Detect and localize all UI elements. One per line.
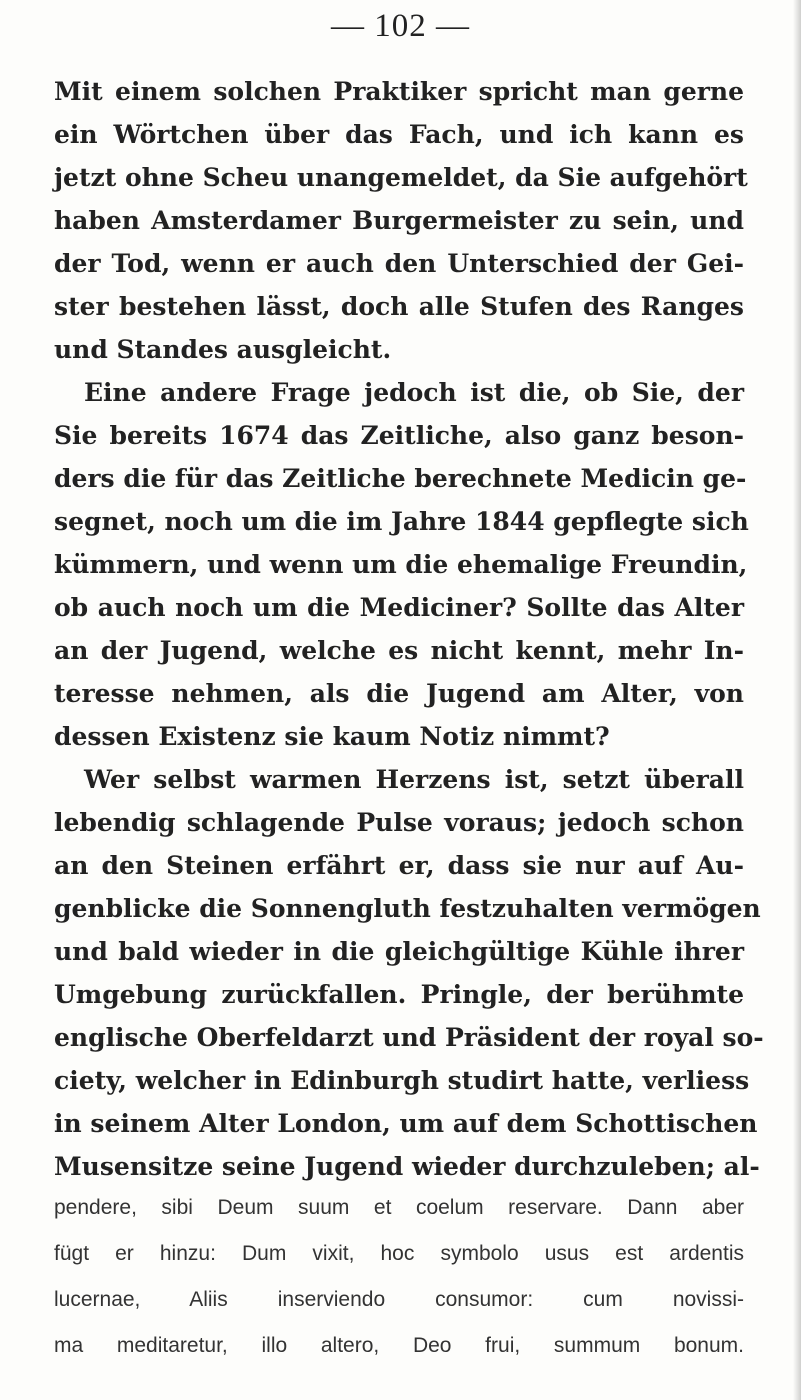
text-line: an der Jugend, welche es nicht kennt, mehr In-	[54, 636, 744, 665]
main-text	[54, 70, 764, 1188]
footnote-line: fügt er hinzu: Dum vixit, hoc symbolo usus est ardentis	[54, 1242, 744, 1265]
text-line: und Standes ausgleicht.	[54, 335, 392, 364]
text-line: lebendig schlagende Pulse voraus; jedoch schon	[54, 808, 744, 837]
page-number: — 102 —	[331, 8, 470, 44]
footnote	[54, 1185, 744, 1369]
text-line: Wer selbst warmen Herzens ist, setzt überall	[84, 765, 744, 794]
text-line: Musensitze seine Jugend wieder durchzuleben; al-	[54, 1152, 760, 1181]
text-line: ein Wörtchen über das Fach, und ich kann es	[54, 120, 744, 149]
text-line: Sie bereits 1674 das Zeitliche, also ganz beson-	[54, 421, 744, 450]
text-line: in seinem Alter London, um auf dem Schottischen	[54, 1109, 758, 1138]
text-line: haben Amsterdamer Burgermeister zu sein, und	[54, 206, 744, 235]
text-line: dessen Existenz sie kaum Notiz nimmt?	[54, 722, 610, 751]
text-line: jetzt ohne Scheu unangemeldet, da Sie aufgehört	[54, 163, 748, 192]
text-line: ster bestehen lässt, doch alle Stufen des Ranges	[54, 292, 744, 321]
text-line: teresse nehmen, als die Jugend am Alter, von	[54, 679, 744, 708]
page-edge-shadow	[793, 0, 801, 1400]
text-line: Umgebung zurückfallen. Pringle, der berühmte	[54, 980, 744, 1009]
text-line: an den Steinen erfährt er, dass sie nur auf Au-	[54, 851, 744, 880]
text-line: Eine andere Frage jedoch ist die, ob Sie, der	[84, 378, 744, 407]
text-line: genblicke die Sonnengluth festzuhalten vermögen	[54, 894, 761, 923]
footnote-line: pendere, sibi Deum suum et coelum reservare. Dann aber	[54, 1196, 744, 1219]
text-line: ob auch noch um die Mediciner? Sollte das Alter	[54, 593, 744, 622]
footnote-line: lucernae, Aliis inserviendo consumor: cum novissi-	[54, 1288, 744, 1311]
text-line: Mit einem solchen Praktiker spricht man gerne	[54, 77, 744, 106]
text-line: ders die für das Zeitliche berechnete Medicin ge-	[54, 464, 747, 493]
text-line: kümmern, und wenn um die ehemalige Freundin,	[54, 550, 748, 579]
text-line: englische Oberfeldarzt und Präsident der royal so-	[54, 1023, 764, 1052]
text-line: der Tod, wenn er auch den Unterschied der Gei-	[54, 249, 744, 278]
text-line: und bald wieder in die gleichgültige Kühle ihrer	[54, 937, 744, 966]
text-line: segnet, noch um die im Jahre 1844 gepflegte sich	[54, 507, 749, 536]
footnote-line: ma meditaretur, illo altero, Deo frui, summum bonum.	[54, 1334, 744, 1357]
text-line: ciety, welcher in Edinburgh studirt hatte, verliess	[54, 1066, 750, 1095]
